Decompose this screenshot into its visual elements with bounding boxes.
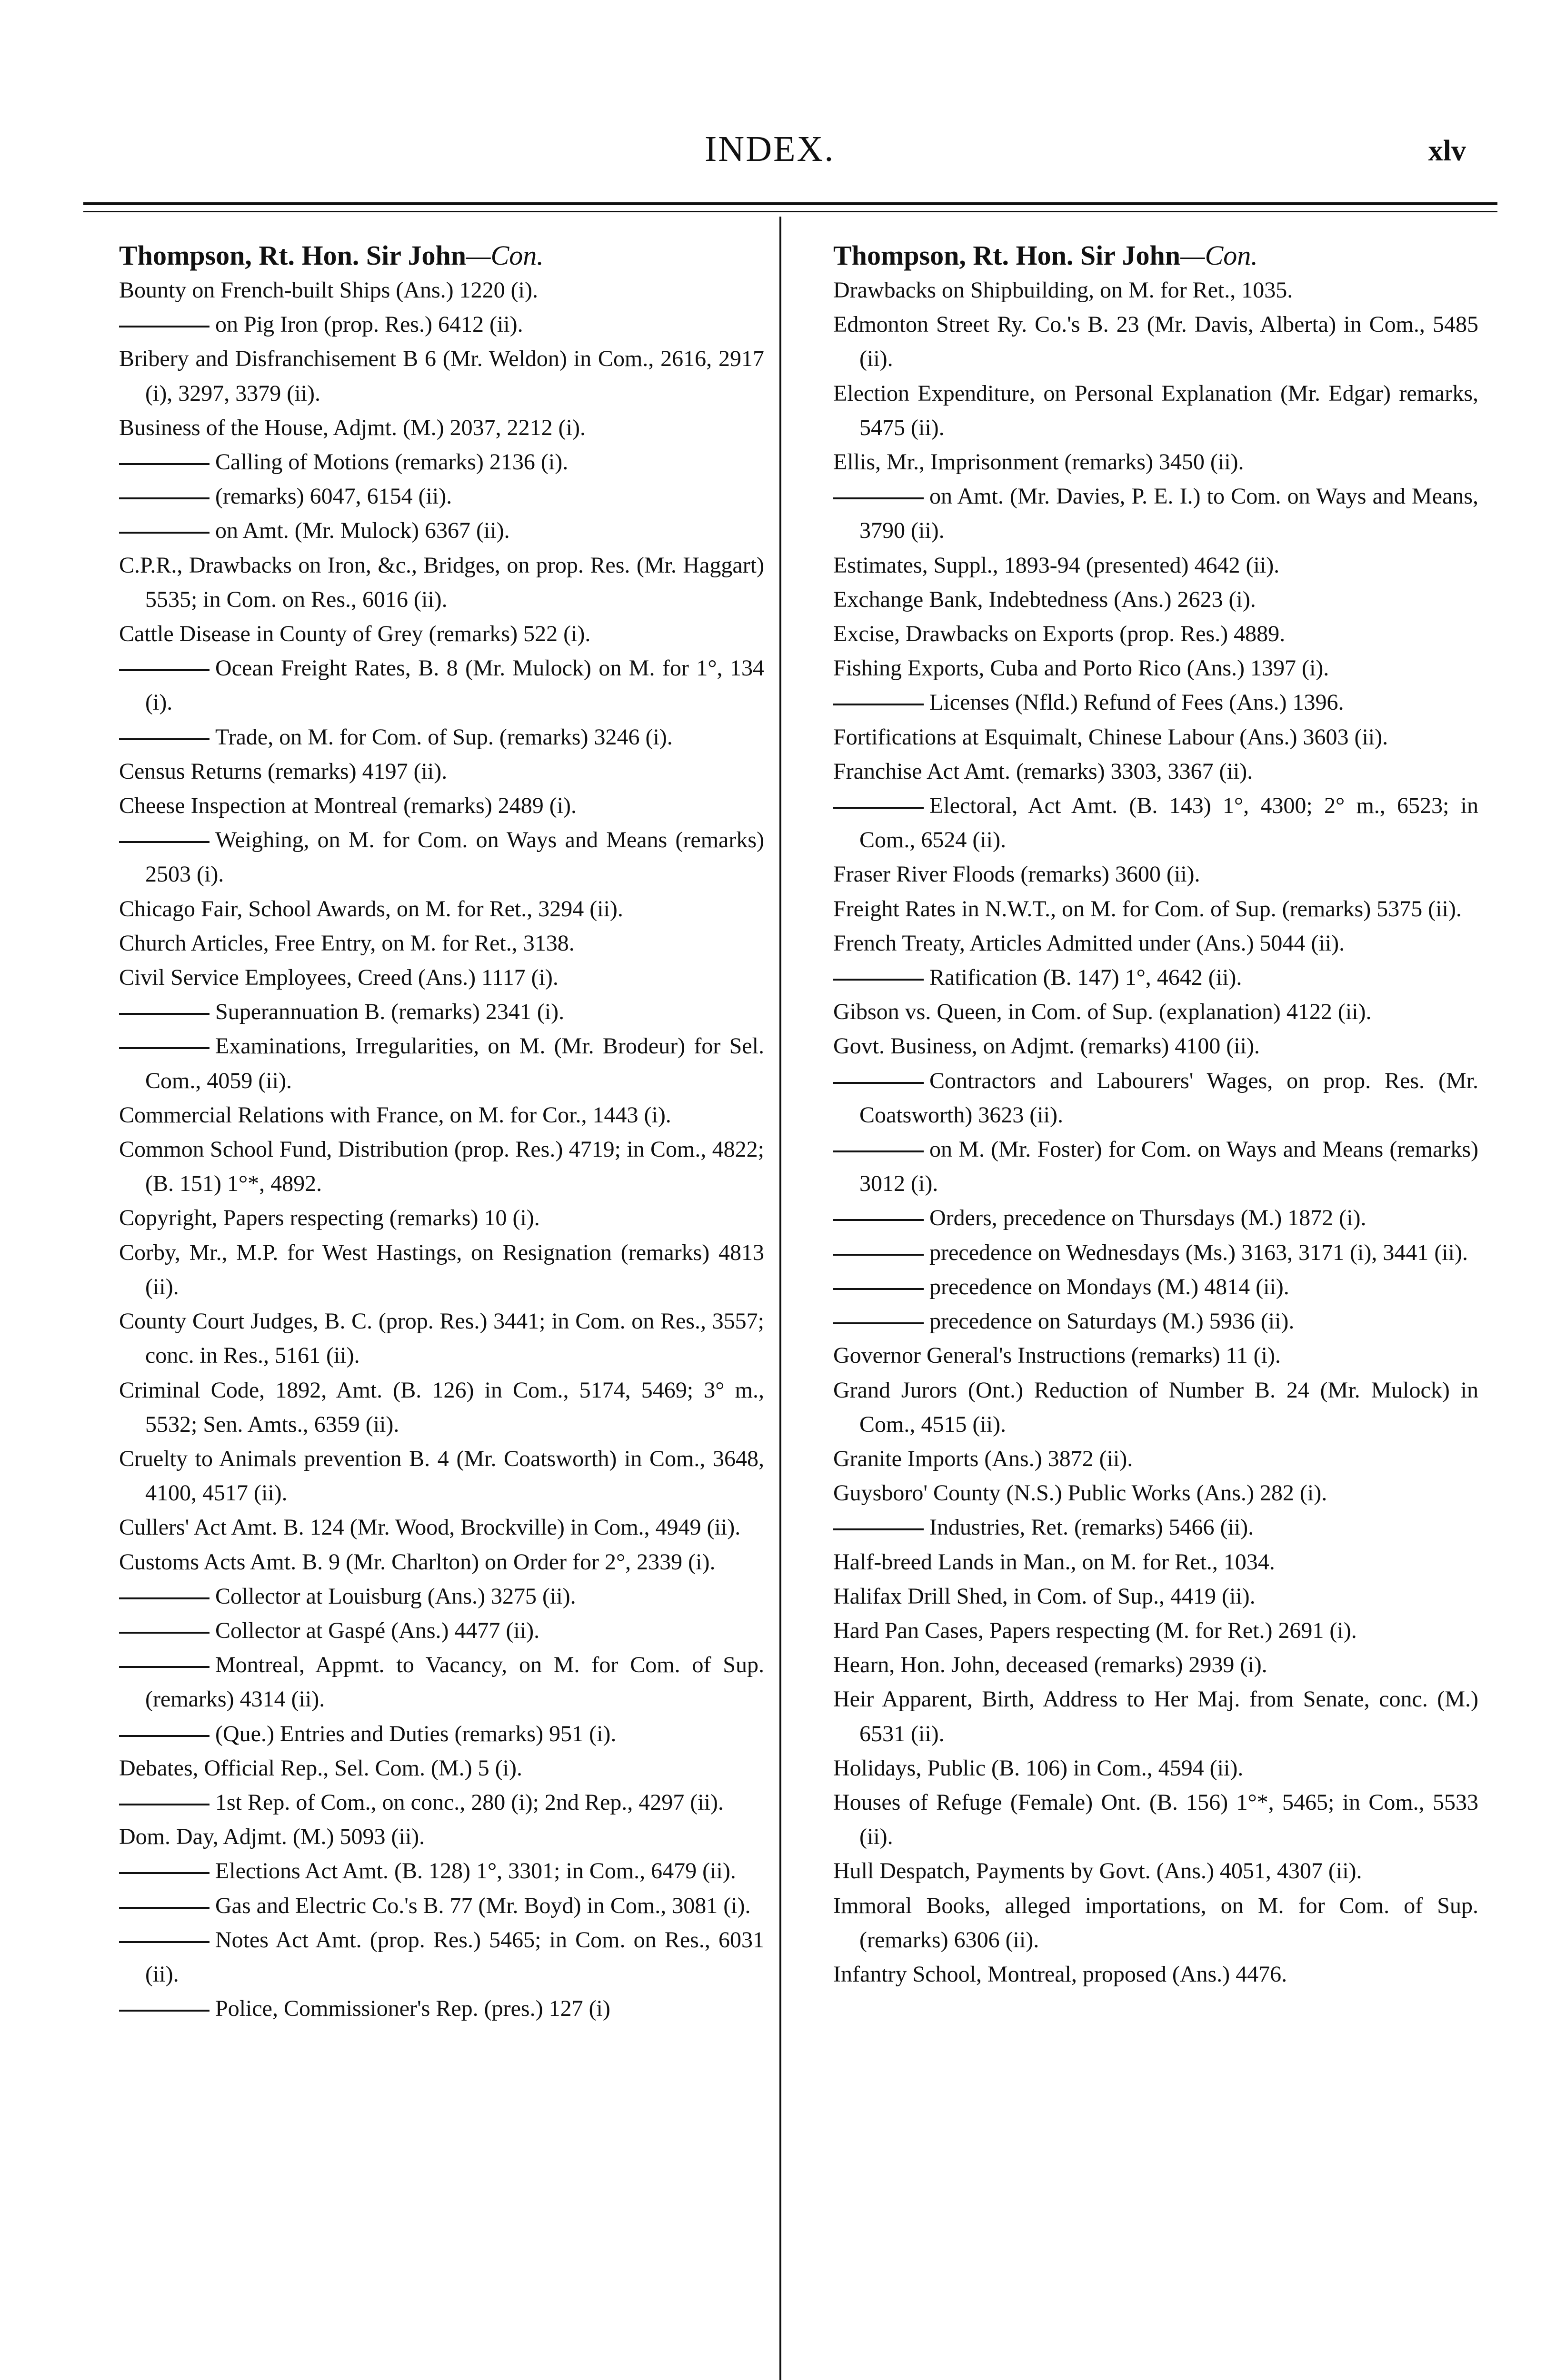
index-entry: [833, 1614, 1478, 1648]
entry-text: Church Articles, Free Entry, on M. for Ret., 3138.: [119, 930, 575, 956]
entry-text: Collector at Gaspé (Ans.) 4477 (ii).: [215, 1617, 540, 1643]
index-subentry: [119, 1992, 764, 2026]
index-entry: [833, 1545, 1478, 1579]
index-subentry: [119, 720, 764, 754]
index-entry: [833, 1339, 1478, 1373]
ditto-dash: [119, 1941, 209, 1943]
entry-text: Copyright, Papers respecting (remarks) 10 (i).: [119, 1205, 540, 1231]
index-subentry: [833, 1304, 1478, 1339]
entry-text: Elections Act Amt. (B. 128) 1°, 3301; in Com., 6479 (ii).: [215, 1858, 736, 1884]
entry-text: Dom. Day, Adjmt. (M.) 5093 (ii).: [119, 1824, 425, 1850]
index-entry: [119, 789, 764, 823]
index-subentry: [119, 1029, 764, 1098]
entry-text: Debates, Official Rep., Sel. Com. (M.) 5 (i).: [119, 1755, 522, 1781]
entry-text: Cruelty to Animals prevention B. 4 (Mr. Coatsworth) in Com., 3648, 4100, 4517 (ii).: [119, 1446, 764, 1506]
index-entry: [119, 411, 764, 445]
index-entry: [119, 1442, 764, 1510]
index-subentry: [833, 1270, 1478, 1304]
entry-text: Cheese Inspection at Montreal (remarks) 2489 (i).: [119, 793, 577, 819]
index-entry: [833, 1029, 1478, 1063]
index-entry: [833, 273, 1478, 307]
index-entry: [119, 1236, 764, 1304]
index-entry: [833, 1373, 1478, 1442]
entry-text: Estimates, Suppl., 1893-94 (presented) 4642 (ii).: [833, 552, 1280, 578]
entry-text: Contractors and Labourers' Wages, on prop. Res. (Mr. Coatsworth) 3623 (ii).: [859, 1068, 1478, 1128]
entry-text: Edmonton Street Ry. Co.'s B. 23 (Mr. Davis, Alberta) in Com., 5485 (ii).: [833, 312, 1478, 372]
ditto-dash: [833, 1288, 924, 1290]
index-subentry: [833, 1236, 1478, 1270]
index-entry: [833, 1648, 1478, 1682]
ditto-dash: [119, 1907, 209, 1909]
entry-text: Bribery and Disfranchisement B 6 (Mr. Weldon) in Com., 2616, 2917 (i), 3297, 3379 (ii).: [119, 346, 764, 406]
index-subentry: [833, 1064, 1478, 1132]
entry-text: Weighing, on M. for Com. on Ways and Means (remarks) 2503 (i).: [145, 827, 764, 887]
index-entry: [119, 342, 764, 410]
index-entry: [833, 617, 1478, 651]
entry-text: (Que.) Entries and Duties (remarks) 951 (i).: [215, 1721, 617, 1746]
index-entry: [833, 377, 1478, 445]
heading-name: Thompson, Rt. Hon. Sir John: [119, 240, 466, 271]
index-entry: [833, 1579, 1478, 1614]
entry-text: C.P.R., Drawbacks on Iron, &c., Bridges, on prop. Res. (Mr. Haggart) 5535; in Com. on Res., 6016 (ii).: [119, 552, 764, 612]
entry-text: Examinations, Irregularities, on M. (Mr. Brodeur) for Sel. Com., 4059 (ii).: [145, 1033, 764, 1093]
index-entry: [833, 307, 1478, 376]
index-subentry: [119, 1923, 764, 1992]
entry-text: Collector at Louisburg (Ans.) 3275 (ii).: [215, 1583, 576, 1609]
entry-text: Calling of Motions (remarks) 2136 (i).: [215, 449, 569, 475]
entry-text: Fortifications at Esquimalt, Chinese Labour (Ans.) 3603 (ii).: [833, 724, 1388, 750]
entry-text: Drawbacks on Shipbuilding, on M. for Ret., 1035.: [833, 278, 1293, 303]
index-subentry: [833, 961, 1478, 995]
index-entry: [119, 1132, 764, 1201]
index-entry: [119, 548, 764, 617]
index-subentry: [833, 1201, 1478, 1235]
entry-text: Ellis, Mr., Imprisonment (remarks) 3450 (ii).: [833, 449, 1244, 475]
index-subentry: [119, 651, 764, 720]
entry-text: Business of the House, Adjmt. (M.) 2037, 2212 (i).: [119, 415, 586, 440]
entry-text: Commercial Relations with France, on M. for Cor., 1443 (i).: [119, 1102, 671, 1128]
index-subentry: [833, 1510, 1478, 1545]
right-column: [833, 238, 1478, 1992]
entry-text: Chicago Fair, School Awards, on M. for Ret., 3294 (ii).: [119, 896, 623, 922]
entry-text: on Amt. (Mr. Mulock) 6367 (ii).: [215, 518, 510, 544]
ditto-dash: [119, 463, 209, 465]
entry-text: Excise, Drawbacks on Exports (prop. Res.) 4889.: [833, 621, 1286, 647]
heading-continued: —Con.: [1180, 240, 1258, 271]
index-entry: [119, 1545, 764, 1579]
index-entry: [833, 1476, 1478, 1510]
index-entry: [833, 651, 1478, 685]
entry-text: Electoral, Act Amt. (B. 143) 1°, 4300; 2° m., 6523; in Com., 6524 (ii).: [859, 793, 1478, 853]
entry-text: Immoral Books, alleged importations, on M. for Com. of Sup. (remarks) 6306 (ii).: [833, 1893, 1478, 1953]
index-subentry: [119, 1717, 764, 1751]
entry-text: Industries, Ret. (remarks) 5466 (ii).: [929, 1515, 1254, 1540]
ditto-dash: [833, 1150, 924, 1152]
page-number: xlv: [1428, 135, 1466, 167]
entry-text: Notes Act Amt. (prop. Res.) 5465; in Com. on Res., 6031 (ii).: [145, 1927, 764, 1987]
ditto-dash: [833, 979, 924, 981]
index-entry: [833, 892, 1478, 926]
ditto-dash: [833, 1219, 924, 1221]
entry-text: Orders, precedence on Thursdays (M.) 1872 (i).: [929, 1205, 1367, 1231]
ditto-dash: [119, 1804, 209, 1805]
entry-text: Halifax Drill Shed, in Com. of Sup., 4419 (ii).: [833, 1583, 1256, 1609]
entry-text: Cullers' Act Amt. B. 124 (Mr. Wood, Brockville) in Com., 4949 (ii).: [119, 1515, 741, 1540]
index-entry: [119, 961, 764, 995]
index-subentry: [119, 995, 764, 1029]
index-entry: [833, 995, 1478, 1029]
entry-text: Police, Commissioner's Rep. (pres.) 127 (i): [215, 1996, 610, 2022]
ditto-dash: [119, 497, 209, 499]
index-entry: [119, 1510, 764, 1545]
entry-text: Houses of Refuge (Female) Ont. (B. 156) 1°*, 5465; in Com., 5533 (ii).: [833, 1789, 1478, 1850]
index-entry: [833, 583, 1478, 617]
entry-text: Superannuation B. (remarks) 2341 (i).: [215, 999, 565, 1025]
entry-text: Gibson vs. Queen, in Com. of Sup. (explanation) 4122 (ii).: [833, 999, 1372, 1025]
index-entry: [119, 1304, 764, 1373]
index-entry: [119, 1751, 764, 1785]
entry-text: Fraser River Floods (remarks) 3600 (ii).: [833, 862, 1200, 887]
entry-text: Census Returns (remarks) 4197 (ii).: [119, 758, 448, 784]
entry-text: Ratification (B. 147) 1°, 4642 (ii).: [929, 965, 1242, 991]
index-entry: [119, 892, 764, 926]
entry-text: Gas and Electric Co.'s B. 77 (Mr. Boyd) in Com., 3081 (i).: [215, 1893, 751, 1918]
ditto-dash: [833, 704, 924, 705]
index-subentry: [119, 307, 764, 342]
index-entry: [833, 1682, 1478, 1751]
ditto-dash: [119, 1632, 209, 1634]
entry-text: French Treaty, Articles Admitted under (Ans.) 5044 (ii).: [833, 930, 1345, 956]
index-subentry: [119, 1648, 764, 1716]
heading-name: Thompson, Rt. Hon. Sir John: [833, 240, 1180, 271]
index-entry: [833, 1751, 1478, 1785]
heading-continued: —Con.: [466, 240, 544, 271]
index-entry: [119, 1820, 764, 1854]
ditto-dash: [119, 1666, 209, 1668]
column-heading: [119, 238, 764, 273]
index-subentry: [119, 514, 764, 548]
entry-text: precedence on Saturdays (M.) 5936 (ii).: [929, 1309, 1295, 1334]
index-entry: [119, 1373, 764, 1442]
entry-text: on Pig Iron (prop. Res.) 6412 (ii).: [215, 312, 523, 337]
ditto-dash: [833, 1322, 924, 1324]
ditto-dash: [833, 497, 924, 499]
ditto-dash: [119, 669, 209, 671]
entry-text: Common School Fund, Distribution (prop. Res.) 4719; in Com., 4822; (B. 151) 1°*, 4892.: [119, 1137, 764, 1197]
ditto-dash: [119, 532, 209, 534]
entry-text: Customs Acts Amt. B. 9 (Mr. Charlton) on Order for 2°, 2339 (i).: [119, 1549, 716, 1575]
entry-text: Licenses (Nfld.) Refund of Fees (Ans.) 1396.: [929, 690, 1344, 715]
entry-text: 1st Rep. of Com., on conc., 280 (i); 2nd Rep., 4297 (ii).: [215, 1789, 724, 1815]
index-entry: [833, 1889, 1478, 1957]
entry-text: Franchise Act Amt. (remarks) 3303, 3367 (ii).: [833, 758, 1253, 784]
index-entry: [833, 548, 1478, 583]
entry-text: Half-breed Lands in Man., on M. for Ret., 1034.: [833, 1549, 1275, 1575]
entry-text: Govt. Business, on Adjmt. (remarks) 4100 (ii).: [833, 1033, 1260, 1059]
ditto-dash: [833, 1528, 924, 1530]
ditto-dash: [119, 1597, 209, 1599]
index-entry: [119, 617, 764, 651]
entry-text: Granite Imports (Ans.) 3872 (ii).: [833, 1446, 1133, 1471]
entry-text: Freight Rates in N.W.T., on M. for Com. of Sup. (remarks) 5375 (ii).: [833, 896, 1462, 922]
column-divider: [779, 217, 781, 2380]
index-entry: [119, 1201, 764, 1235]
index-subentry: [833, 479, 1478, 548]
index-subentry: [119, 1889, 764, 1923]
index-entry: [833, 754, 1478, 789]
entry-text: Exchange Bank, Indebtedness (Ans.) 2623 (i).: [833, 586, 1256, 612]
index-subentry: [833, 685, 1478, 720]
index-entry: [833, 445, 1478, 479]
index-subentry: [119, 1614, 764, 1648]
index-entry: [833, 1854, 1478, 1888]
entry-text: Criminal Code, 1892, Amt. (B. 126) in Com., 5174, 5469; 3° m., 5532; Sen. Amts., 6359 (ii).: [119, 1377, 764, 1437]
index-subentry: [119, 479, 764, 514]
index-entry: [119, 273, 764, 307]
header-rule-thick: [83, 202, 1497, 205]
entry-text: Election Expenditure, on Personal Explanation (Mr. Edgar) remarks, 5475 (ii).: [833, 380, 1478, 440]
ditto-dash: [119, 841, 209, 843]
entry-text: on M. (Mr. Foster) for Com. on Ways and Means (remarks) 3012 (i).: [859, 1137, 1478, 1197]
page-title: INDEX.: [705, 129, 835, 169]
entry-text: Montreal, Appmt. to Vacancy, on M. for Com. of Sup. (remarks) 4314 (ii).: [145, 1652, 764, 1712]
header-rule-thin: [83, 211, 1497, 212]
ditto-dash: [119, 1047, 209, 1049]
entry-text: Corby, Mr., M.P. for West Hastings, on Resignation (remarks) 4813 (ii).: [119, 1240, 764, 1299]
index-subentry: [833, 789, 1478, 857]
page-header: [0, 129, 1566, 171]
entry-text: Governor General's Instructions (remarks) 11 (i).: [833, 1343, 1281, 1368]
ditto-dash: [119, 1735, 209, 1737]
entry-text: Grand Jurors (Ont.) Reduction of Number B. 24 (Mr. Mulock) in Com., 4515 (ii).: [833, 1377, 1478, 1437]
index-entry: [833, 857, 1478, 892]
index-subentry: [119, 445, 764, 479]
entry-text: Trade, on M. for Com. of Sup. (remarks) 3246 (i).: [215, 724, 673, 750]
index-entry: [833, 1442, 1478, 1476]
ditto-dash: [833, 807, 924, 809]
entry-text: precedence on Wednesdays (Ms.) 3163, 3171 (i), 3441 (ii).: [929, 1240, 1468, 1265]
index-subentry: [119, 1579, 764, 1614]
ditto-dash: [119, 738, 209, 740]
entry-text: Guysboro' County (N.S.) Public Works (Ans.) 282 (i).: [833, 1480, 1327, 1506]
index-entry: [833, 1957, 1478, 1992]
index-entry: [119, 754, 764, 789]
entry-text: County Court Judges, B. C. (prop. Res.) 3441; in Com. on Res., 3557; conc. in Res., 5161 (ii).: [119, 1309, 764, 1368]
ditto-dash: [119, 2010, 209, 2012]
entry-text: Heir Apparent, Birth, Address to Her Maj. from Senate, conc. (M.) 6531 (ii).: [833, 1686, 1478, 1746]
ditto-dash: [119, 1013, 209, 1015]
entry-text: Cattle Disease in County of Grey (remarks) 522 (i).: [119, 621, 591, 647]
entry-text: Ocean Freight Rates, B. 8 (Mr. Mulock) on M. for 1°, 134 (i).: [145, 655, 764, 715]
index-subentry: [833, 1132, 1478, 1201]
ditto-dash: [833, 1254, 924, 1256]
entry-text: (remarks) 6047, 6154 (ii).: [215, 484, 452, 509]
entry-text: on Amt. (Mr. Davies, P. E. I.) to Com. on Ways and Means, 3790 (ii).: [859, 484, 1478, 544]
ditto-dash: [833, 1082, 924, 1084]
entry-text: Bounty on French-built Ships (Ans.) 1220 (i).: [119, 278, 538, 303]
index-entry: [833, 926, 1478, 961]
index-subentry: [119, 1854, 764, 1888]
index-entry: [119, 926, 764, 961]
index-entry: [119, 1098, 764, 1132]
index-subentry: [119, 823, 764, 892]
column-heading: [833, 238, 1478, 273]
entry-text: Hull Despatch, Payments by Govt. (Ans.) 4051, 4307 (ii).: [833, 1858, 1362, 1884]
left-column: [119, 238, 764, 2026]
entry-text: Hearn, Hon. John, deceased (remarks) 2939 (i).: [833, 1652, 1267, 1678]
entry-text: precedence on Mondays (M.) 4814 (ii).: [929, 1274, 1289, 1299]
entry-text: Civil Service Employees, Creed (Ans.) 1117 (i).: [119, 965, 559, 991]
ditto-dash: [119, 326, 209, 327]
entry-text: Fishing Exports, Cuba and Porto Rico (Ans.) 1397 (i).: [833, 655, 1329, 681]
entry-text: Holidays, Public (B. 106) in Com., 4594 (ii).: [833, 1755, 1244, 1781]
index-entry: [833, 1785, 1478, 1854]
ditto-dash: [119, 1872, 209, 1874]
entry-text: Infantry School, Montreal, proposed (Ans.) 4476.: [833, 1961, 1287, 1987]
index-subentry: [119, 1785, 764, 1820]
entry-text: Hard Pan Cases, Papers respecting (M. for Ret.) 2691 (i).: [833, 1617, 1357, 1643]
index-entry: [833, 720, 1478, 754]
